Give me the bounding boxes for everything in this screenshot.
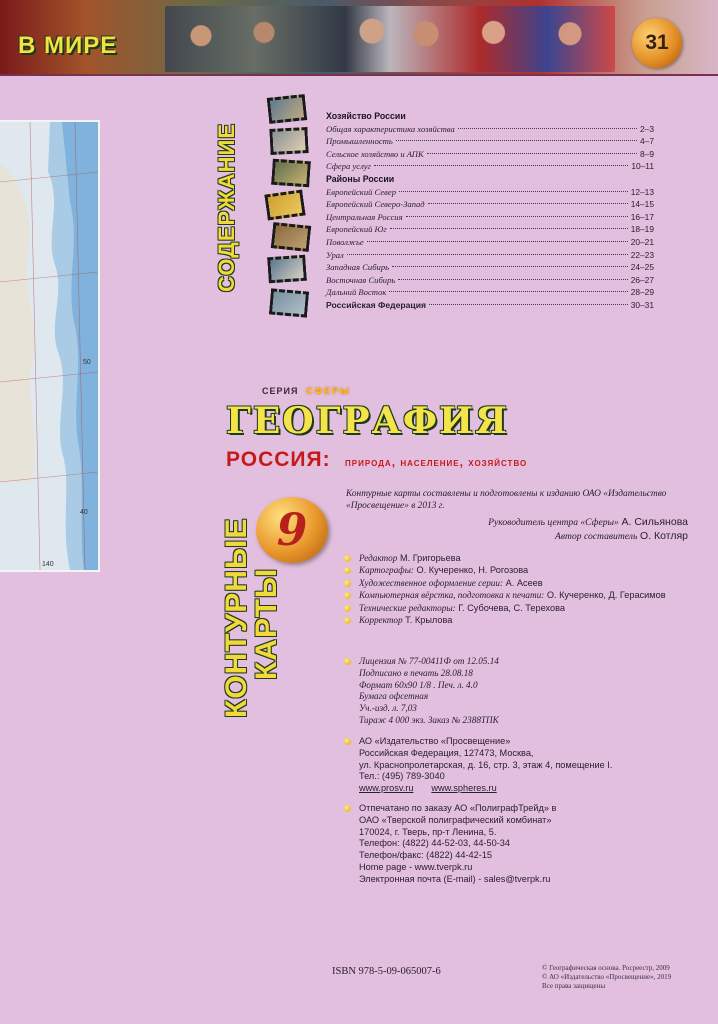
credit-label: Художественное оформление серии: — [359, 577, 504, 588]
imprint-line: Бумага офсетная — [359, 691, 429, 702]
printer-line: Отпечатано по заказу АО «ПолиграфТрейд» в — [359, 803, 557, 813]
toc-entry — [326, 186, 654, 199]
toc-entry-page: 24–25 — [630, 262, 654, 273]
printer-line: 170024, г. Тверь, пр-т Ленина, 5. — [359, 826, 497, 837]
header-banner — [0, 0, 718, 76]
toc-entry-title: Российская Федерация — [326, 299, 426, 310]
series-prefix: СЕРИЯ — [262, 386, 299, 396]
toc-entry-page: 10–11 — [631, 161, 654, 172]
bullet-icon — [344, 658, 351, 665]
toc-section-heading: Районы России — [326, 173, 395, 184]
toc-entry-title: Восточная Сибирь — [326, 274, 396, 285]
table-of-contents — [326, 110, 654, 312]
toc-leader-dots — [389, 291, 627, 292]
bullet-icon — [344, 805, 351, 812]
credit-label: Редактор — [359, 553, 398, 563]
vertical-title-line1: КОНТУРНЫЕ — [220, 517, 253, 718]
toc-entry-page: 22–23 — [630, 249, 654, 260]
printer-line: Телефон: (4822) 44-52-03, 44-50-34 — [359, 838, 510, 849]
bullet-icon — [344, 605, 351, 612]
toc-leader-dots — [374, 165, 628, 166]
prosv-link[interactable]: www.prosv.ru — [359, 783, 414, 794]
toc-entry — [326, 198, 654, 211]
credit-label: Компьютерная вёрстка, подготовка к печати: — [359, 590, 545, 601]
publisher-line: АО «Издательство «Просвещение» — [359, 736, 511, 746]
credit-label: Корректор — [359, 615, 403, 626]
head-of-center — [488, 516, 688, 528]
imprint-block — [344, 656, 684, 727]
printer-line: Home page - www.tverpk.ru — [359, 861, 473, 872]
intro-note: Контурные карты составлены и подготовлены к изданию ОАО «Издательство «Просвещение» в 2013 г. — [346, 489, 667, 511]
section-title: В МИРЕ — [18, 32, 118, 59]
head-label: Руководитель центра «Сферы» — [488, 517, 619, 528]
imprint-line: Тираж 4 000 экз. Заказ № 2388ТПК — [359, 714, 499, 725]
toc-leader-dots — [428, 203, 628, 204]
toc-leader-dots — [458, 128, 637, 129]
credit-value: Т. Крылова — [405, 615, 453, 626]
publisher-line: Тел.: (495) 789-3040 — [359, 771, 445, 782]
bullet-icon — [344, 738, 351, 745]
toc-entry — [326, 160, 654, 173]
toc-vertical-title: СОДЕРЖАНИЕ — [214, 122, 239, 292]
credit-value: Г. Субочева, С. Терехова — [458, 602, 565, 613]
banner-photo-strip — [165, 6, 615, 72]
toc-entry-title: Поволжье — [326, 236, 364, 247]
toc-leader-dots — [427, 153, 637, 154]
spheres-link[interactable]: www.spheres.ru — [431, 783, 497, 794]
toc-entry — [326, 123, 654, 136]
toc-leader-dots — [347, 254, 628, 255]
toc-entry — [326, 274, 654, 287]
subtitle-topics: природа, население, хозяйство — [345, 455, 528, 469]
copyright-line: © АО «Издательство «Просвещение», 2019 — [542, 973, 672, 981]
imprint-line: Формат 60х90 1/8 . Печ. л. 4.0 — [359, 679, 478, 690]
toc-entry-page: 30–31 — [630, 299, 654, 310]
toc-leader-dots — [392, 266, 628, 267]
author-compiler — [555, 530, 688, 542]
toc-entry-page: 16–17 — [630, 211, 654, 222]
page-number-badge: 31 — [632, 18, 682, 68]
grade-badge: 9 — [256, 497, 328, 563]
bullet-icon — [344, 592, 351, 599]
publisher-line: Российская Федерация, 127473, Москва, — [359, 747, 534, 758]
bullet-icon — [344, 617, 351, 624]
bullet-icon — [344, 555, 351, 562]
map-label-lat: 40 — [80, 509, 88, 516]
credit-value: О. Кучеренко, Д. Герасимов — [546, 590, 666, 601]
credit-value: А. Асеев — [505, 577, 543, 588]
series-label — [262, 386, 351, 396]
toc-entry — [326, 261, 654, 274]
credit-item — [344, 614, 684, 626]
toc-entry-title: Европейский Северо-Запад — [326, 199, 425, 210]
credit-item — [344, 552, 684, 564]
credit-label: Картографы: — [359, 565, 414, 576]
credit-item — [344, 589, 684, 601]
head-name: А. Сильянова — [621, 516, 688, 528]
toc-entry — [326, 135, 654, 148]
series-logo: СФЕРЫ — [305, 386, 351, 396]
printer-line: Телефон/факс: (4822) 44-42-15 — [359, 850, 493, 861]
toc-leader-dots — [429, 304, 628, 305]
toc-entry-title: Европейский Юг — [326, 224, 387, 235]
credit-label: Технические редакторы: — [359, 602, 456, 613]
toc-entry-title: Центральная Россия — [326, 211, 403, 222]
toc-entry — [326, 236, 654, 249]
vertical-title-line2: КАРТЫ — [250, 567, 283, 680]
toc-entry-title: Европейский Север — [326, 186, 397, 197]
toc-entry-page: 18–19 — [630, 224, 654, 235]
toc-entry — [326, 249, 654, 262]
toc-entry-title: Урал — [326, 249, 344, 260]
author-label: Автор составитель — [555, 531, 638, 542]
toc-entry-page: 2–3 — [640, 123, 654, 134]
copyright-line: © Географическая основа. Росреестр, 2009 — [542, 964, 670, 972]
toc-entry-page: 14–15 — [630, 199, 654, 210]
imprint-line: Лицензия № 77-00411Ф от 12.05.14 — [359, 656, 499, 666]
toc-entry-page: 8–9 — [640, 148, 654, 159]
toc-entry — [326, 211, 654, 224]
credit-item — [344, 564, 684, 576]
copyright-line: Все права защищены — [542, 982, 606, 990]
imprint-line: Подписано в печать 28.08.18 — [359, 667, 473, 678]
toc-leader-dots — [390, 228, 628, 229]
toc-entry-page: 26–27 — [630, 274, 654, 285]
toc-leader-dots — [399, 191, 628, 192]
credit-value: О. Кучеренко, Н. Рогозова — [416, 565, 529, 576]
credit-item — [344, 602, 684, 614]
toc-entry-page: 4–7 — [640, 136, 654, 147]
credits-list — [344, 552, 684, 626]
contour-maps-vertical-title — [222, 518, 282, 718]
bullet-icon — [344, 580, 351, 587]
imprint-line: Уч.-изд. л. 7,03 — [359, 703, 417, 714]
toc-entry-page: 20–21 — [630, 236, 654, 247]
map-image — [0, 122, 98, 570]
publisher-block — [344, 736, 684, 795]
toc-entry-title: Сфера услуг — [326, 161, 371, 172]
credit-item — [344, 577, 684, 589]
toc-entry-title: Общая характеристика хозяйства — [326, 123, 455, 134]
printer-block — [344, 803, 684, 886]
toc-entry-title: Дальний Восток — [326, 287, 387, 298]
credit-value: М. Григорьева — [399, 553, 461, 563]
toc-entry-title: Промышленность — [326, 136, 393, 147]
printer-line: ОАО «Тверской полиграфический комбинат» — [359, 814, 552, 825]
toc-leader-dots — [398, 279, 627, 280]
toc-entry — [326, 223, 654, 236]
toc-entry — [326, 286, 654, 299]
author-name: О. Котляр — [640, 530, 688, 542]
book-subtitle — [226, 448, 527, 472]
toc-entry-title: Западная Сибирь — [326, 262, 390, 273]
copyright-notice — [542, 964, 671, 991]
publisher-line: ул. Краснопролетарская, д. 16, стр. 3, этаж 4, помещение I. — [359, 759, 613, 770]
toc-entry-title: Сельское хозяйство и АПК — [326, 148, 424, 159]
toc-entry-page: 28–29 — [630, 287, 654, 298]
book-title: ГЕОГРАФИЯ — [226, 400, 509, 442]
toc-leader-dots — [396, 140, 637, 141]
toc-entry — [326, 148, 654, 161]
isbn: ISBN 978-5-09-065007-6 — [332, 966, 441, 977]
printer-line: Электронная почта (E-mail) - sales@tverpk.ru — [359, 873, 551, 884]
toc-entry-page: 12–13 — [630, 186, 654, 197]
toc-section-heading: Хозяйство России — [326, 111, 406, 121]
toc-leader-dots — [406, 216, 628, 217]
bullet-icon — [344, 567, 351, 574]
subtitle-country: РОССИЯ: — [226, 448, 331, 471]
map-label-lat: 50 — [83, 359, 91, 366]
map-fragment — [0, 120, 100, 572]
toc-entry — [326, 299, 654, 312]
film-strip-illustration — [262, 96, 312, 328]
toc-leader-dots — [367, 241, 628, 242]
map-label-lon: 140 — [42, 561, 54, 568]
